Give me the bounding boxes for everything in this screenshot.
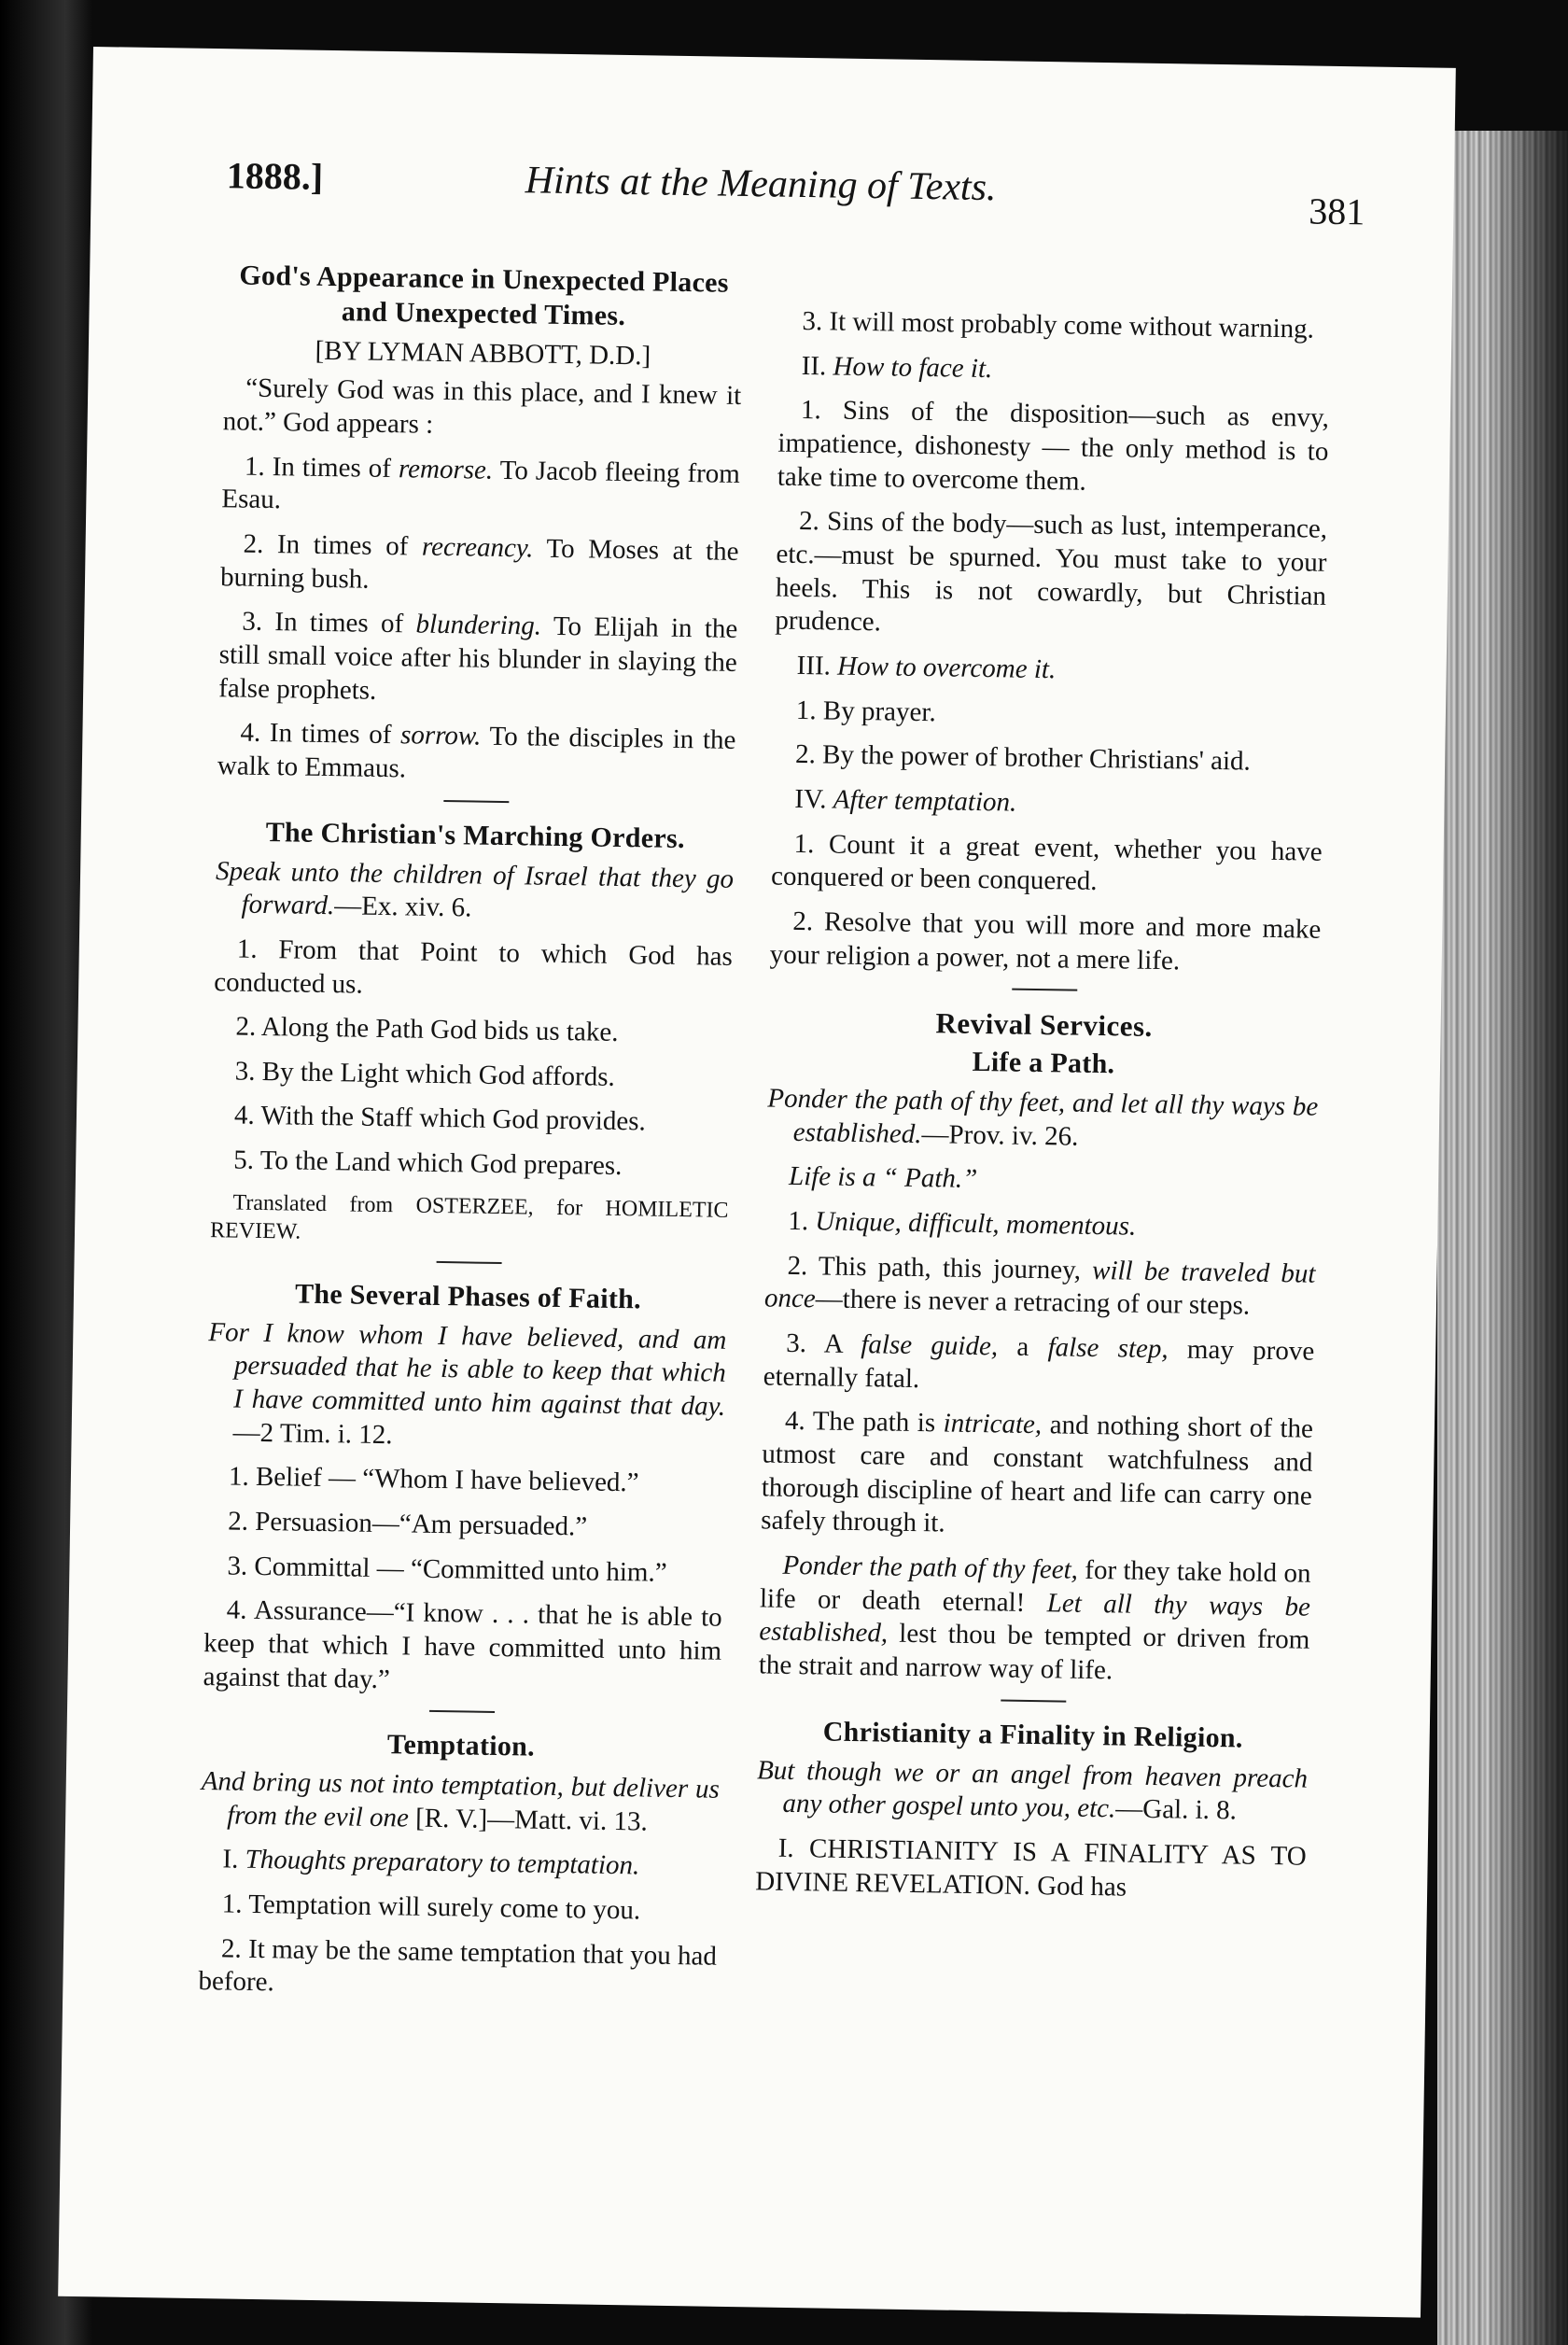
scripture-text: For I know whom I have believed, and am persuaded that he is able to keep that which I have committed unto him against that day.—2 Tim. i. 12. — [208, 1316, 727, 1450]
paragraph: 1. Sins of the disposition—such as envy, impatience, dishonesty — the only method is to take time to overcome them. — [777, 395, 1330, 497]
scripture-text: But though we or an angel from heaven preach any other gospel unto you, etc.—Gal. i. 8. — [756, 1754, 1309, 1826]
paragraph: 2. Sins of the body—such as lust, intemperance, etc.—must be spurned. You must take to your heels. This is not cowardly, but Christian prudence. — [775, 506, 1328, 638]
scripture-text: Ponder the path of thy feet, and let all thy ways be established.—Prov. iv. 26. — [767, 1083, 1319, 1152]
section-title: The Christian's Marching Orders. — [265, 816, 686, 854]
running-head-year: 1888.] — [226, 154, 324, 198]
paragraph: 3. By the Light which God affords. — [234, 1056, 616, 1092]
paragraph: 3. In times of blundering. To Elijah in the still small voice after his blunder in slaying the false prophets. — [217, 606, 738, 706]
paragraph: 1. Belief — “Whom I have believed.” — [228, 1461, 639, 1498]
paragraph: 2. Persuasion—“Am persuaded.” — [227, 1506, 588, 1542]
paragraph: 2. In times of recreancy. To Moses at the burning bush. — [219, 528, 739, 595]
credit-note: Translated from OSTERZEE, for HOMILETIC REVIEW. — [209, 1190, 729, 1244]
paragraph: 1. Count it a great event, whether you have conquered or been conquered. — [770, 828, 1323, 897]
divider — [436, 1261, 501, 1264]
book-page — [58, 47, 1456, 2318]
paragraph: 4. Assurance—“I know . . . that he is able to keep that which I have committed unto him against that day.” — [203, 1594, 722, 1694]
paragraph: II. How to face it. — [801, 350, 993, 384]
paragraph: 4. In times of sorrow. To the disciples in the walk to Emmaus. — [217, 717, 736, 784]
paragraph: Life is a “ Path.” — [788, 1161, 978, 1195]
paragraph: 2. By the power of brother Christians' aid. — [794, 739, 1252, 777]
paragraph: 3. Committal — “Committed unto him.” — [227, 1551, 667, 1588]
section-title: God's Appearance in Unexpected Places and Unexpected Times. — [239, 260, 730, 331]
divider — [1001, 1699, 1066, 1702]
divider — [443, 800, 509, 803]
section-title: Temptation. — [386, 1729, 536, 1762]
page-stack-shadow — [1493, 131, 1568, 2345]
paragraph: 2. Resolve that you will more and more make your religion a power, not a mere life. — [769, 906, 1322, 976]
divider — [429, 1710, 495, 1713]
paragraph: I. Thoughts preparatory to temptation. — [222, 1844, 640, 1881]
paragraph: 3. It will most probably come without warning. — [802, 305, 1315, 344]
paragraph: 4. With the Staff which God provides. — [233, 1101, 646, 1137]
paragraph: 2. This path, this journey, will be traveled but once—there is never a retracing of our steps. — [763, 1250, 1316, 1322]
paragraph: 5. To the Land which God prepares. — [233, 1144, 623, 1182]
divider — [1012, 989, 1077, 991]
running-head-title: Hints at the Meaning of Texts. — [525, 159, 997, 210]
paragraph: 2. Along the Path God bids us take. — [235, 1011, 619, 1048]
paragraph: 1. In times of remorse. To Jacob fleeing from Esau. — [221, 451, 741, 515]
paragraph: 1. From that Point to which God has conducted us. — [214, 934, 734, 1000]
running-head — [226, 153, 1365, 236]
scripture-text: Speak unto the children of Israel that they go forward.—Ex. xiv. 6. — [215, 855, 735, 923]
paragraph: IV. After temptation. — [794, 783, 1017, 818]
paragraph: 1. Unique, difficult, momentous. — [788, 1205, 1137, 1242]
paragraph: “Surely God was in this place, and I knew it not.” God appears : — [222, 373, 742, 440]
paragraph: 4. The path is intricate, and nothing short of the utmost care and constant watchfulness and thorough discipline of heart and life can carry one safely through it. — [761, 1406, 1314, 1538]
section-title: Life a Path. — [972, 1046, 1115, 1080]
section-heading: Revival Services. — [935, 1006, 1154, 1044]
scripture-text: And bring us not into temptation, but deliver us from the evil one [R. V.]—Matt. vi. 13. — [201, 1766, 721, 1837]
paragraph: 1. Temptation will surely come to you. — [221, 1889, 641, 1926]
paragraph: 1. By prayer. — [795, 695, 936, 727]
paragraph: Ponder the path of thy feet, for they take hold on life or death eternal! Let all thy ways be established, lest thou be tempted or driven from the strait and narrow way of life. — [758, 1550, 1311, 1686]
page-number: 381 — [1309, 190, 1365, 233]
paragraph: 3. A false guide, a false step, may prove eternally fatal. — [763, 1327, 1315, 1394]
paragraph: 2. It may be the same temptation that you had before. — [198, 1933, 718, 1998]
left-column — [198, 259, 743, 2018]
byline: [BY LYMAN ABBOTT, D.D.] — [315, 335, 651, 372]
right-column — [755, 305, 1331, 1918]
section-title: The Several Phases of Faith. — [294, 1278, 642, 1315]
section-title: Christianity a Finality in Religion. — [822, 1716, 1243, 1754]
paragraph: I. CHRISTIANITY IS A FINALITY AS TO DIVINE REVELATION. God has — [754, 1832, 1307, 1903]
paragraph: III. How to overcome it. — [796, 650, 1057, 685]
